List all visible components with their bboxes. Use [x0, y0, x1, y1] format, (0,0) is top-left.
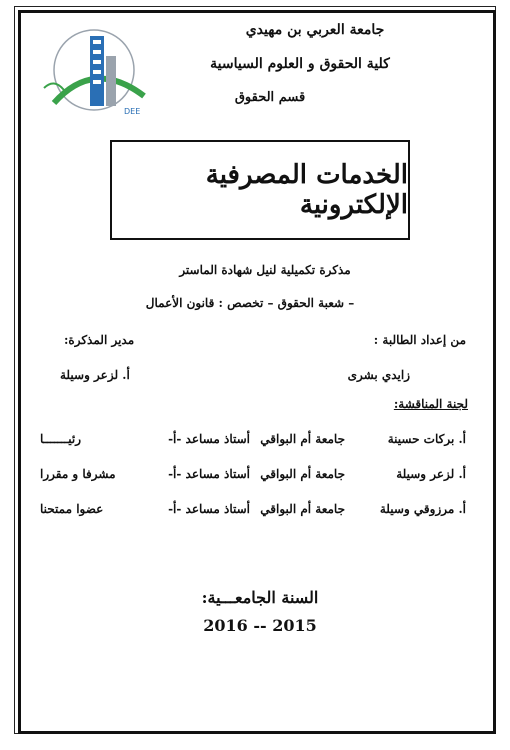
thesis-subtitle: مذكرة تكميلية لنيل شهادة الماستر — [179, 263, 351, 277]
logo-caption: DEE — [124, 107, 141, 116]
supervisor-label: مدير المذكرة: — [64, 333, 135, 347]
student-label: من إعداد الطالبة : — [373, 333, 466, 347]
academic-year-label: السنة الجامعـــية: — [201, 588, 319, 607]
supervisor-name: أ. لزعر وسيلة — [60, 368, 130, 382]
thesis-branch: – شعبة الحقوق – تخصص : قانون الأعمال — [145, 296, 355, 310]
university-logo — [24, 18, 154, 118]
student-name: زايدي بشرى — [347, 368, 410, 382]
committee-member-university: جامعة أم البواقي — [260, 467, 345, 481]
committee-member-university: جامعة أم البواقي — [260, 432, 345, 446]
committee-member-name: أ. لزعر وسيلة — [396, 467, 466, 481]
committee-member-rank: أستاذ مساعد -أ- — [168, 502, 250, 516]
thesis-title-box — [110, 140, 410, 240]
thesis-title: الخدمات المصرفية الإلكترونية — [205, 160, 408, 220]
committee-label: لجنة المناقشة: — [393, 397, 468, 411]
faculty-name: كلية الحقوق و العلوم السياسية — [210, 56, 390, 72]
university-name: جامعة العربي بن مهيدي — [245, 22, 385, 38]
department-name: قسم الحقوق — [234, 90, 306, 105]
committee-member-university: جامعة أم البواقي — [260, 502, 345, 516]
committee-member-rank: أستاذ مساعد -أ- — [168, 467, 250, 481]
committee-member-rank: أستاذ مساعد -أ- — [168, 432, 250, 446]
committee-member-name: أ. بركات حسينة — [387, 432, 466, 446]
academic-year-value: 2016 -- 2015 — [203, 616, 317, 635]
committee-member-role: مشرفا و مقررا — [40, 467, 116, 481]
committee-member-role: عضوا ممتحنا — [40, 502, 104, 516]
committee-member-role: رئيـــــــا — [40, 432, 82, 446]
committee-member-name: أ. مرزوقي وسيلة — [379, 502, 466, 516]
